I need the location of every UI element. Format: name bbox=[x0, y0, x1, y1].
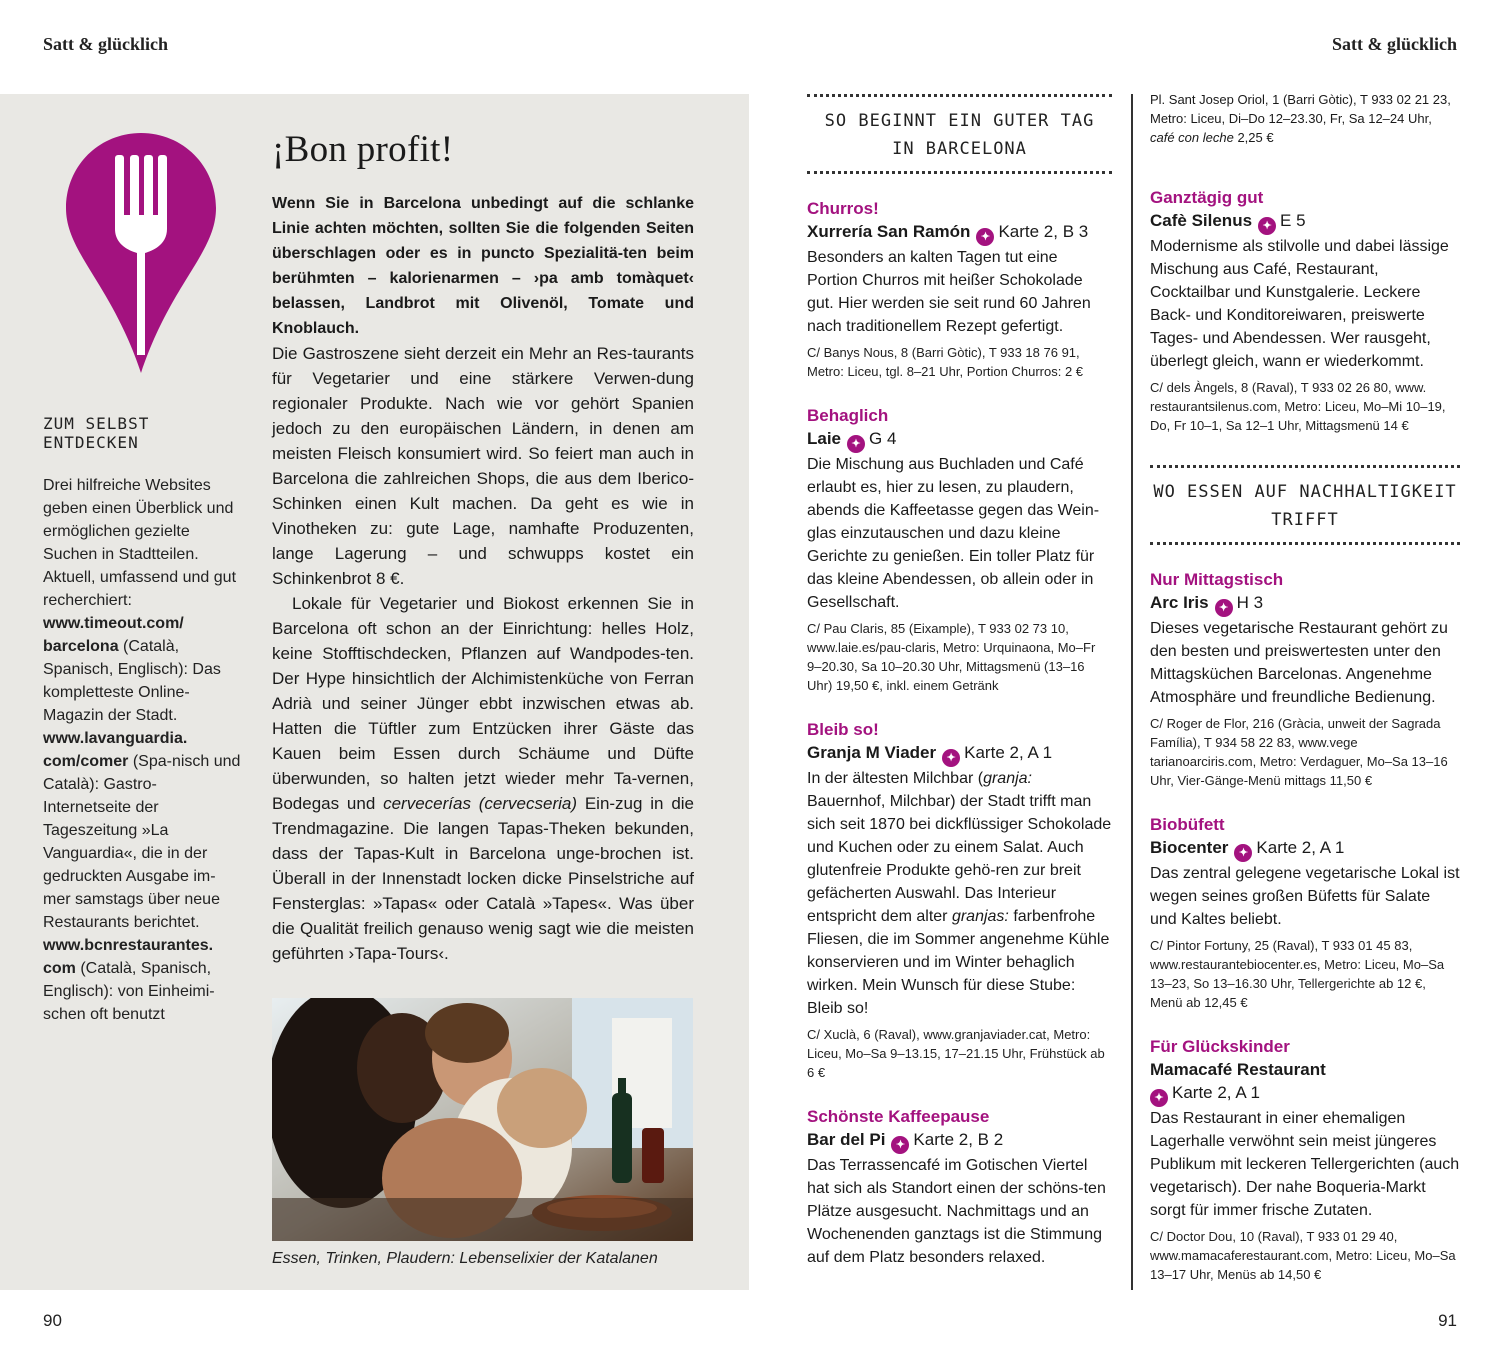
map-reference: Karte 2, A 1 bbox=[964, 743, 1053, 762]
running-head-left: Satt & glücklich bbox=[43, 34, 169, 54]
article-paragraph-2: Lokale für Vegetarier und Biokost erkennen Sie in Barcelona oft schon an der Einrichtung: helles Holz, keine Stofftischdecken, Pflanzen auf Wandpodes-ten. Der Hype hinsichtlich der Alchimistenküche von Ferran Adrià und seiner Jünger ebbt inzwischen etwas ab. Hatten die Tüftler zum Entzücken ihrer Gäste das Kauen beim Essen durch Schäume und Düfte überwunden, so halten jetzt wieder mehr Ta-vernen, Bodegas und cervecerías (cervecseria) Ein-zug in die Trendmagazine. Die langen Tapas-Theken bekunden, dass der Tapas-Kult in Barcelona unge-brochen ist. Überall in der Innenstadt locken dicke Pinselstriche auf Fensterglas: »Tapas« oder Català »Tapes«. Was über die Qualität freilich genauso wenig sagt wie die meisten geführten ›Tapa-Tours‹. bbox=[272, 594, 695, 963]
column-breakfast bbox=[807, 94, 1112, 1269]
fork-knife-icon: ✦ bbox=[976, 228, 994, 246]
box-heading-line-1: SO BEGINNT EIN GUTER TAG bbox=[824, 111, 1095, 131]
map-reference: Karte 2, B 2 bbox=[913, 1130, 1004, 1149]
fork-knife-icon: ✦ bbox=[1234, 844, 1252, 862]
entry-info: C/ Pau Claris, 85 (Eixample), T 933 02 73 10, www.laie.es/pau-claris, Metro: Urquinaona, Mo–Fr 9–20.30, Sa 10–20.30 Uhr, Mittagsmenü (13–16 Uhr) 19,50 €, inkl. einem Getränk bbox=[807, 621, 1096, 693]
entry-name: Laie ✦ G 4 bbox=[807, 427, 1112, 453]
entry-description: In der ältesten Milchbar (granja: Bauernhof, Milchbar) der Stadt trifft man sich seit 1870 bei dickflüssiger Schokolade und Kuchen oder zu einem Salat. Auch glutenfreie Produkte gehö-ren zur breit gefächerten Auswahl. Das Interieur entspricht dem alter granjas: farbenfrohe Fliesen, die im Sommer angenehme Kühle konservieren und im Winter behaglich wirken. Mein Wunsch für diese Stube: Bleib so! bbox=[807, 770, 1112, 1017]
entry-name: Xurrería San Ramón ✦ Karte 2, B 3 bbox=[807, 220, 1112, 246]
entry-name: Granja M Viader ✦ Karte 2, A 1 bbox=[807, 741, 1112, 767]
fork-knife-icon: ✦ bbox=[1215, 599, 1233, 617]
entry-description: Das zentral gelegene vegetarische Lokal ist wegen seines großen Büfetts für Salate und Kaltes beliebt. bbox=[1150, 865, 1460, 928]
page-number-right: 91 bbox=[1438, 1311, 1457, 1330]
fork-knife-icon: ✦ bbox=[891, 1136, 909, 1154]
entry-kicker: Biobüfett bbox=[1150, 815, 1225, 834]
entry-kicker: Für Glückskinder bbox=[1150, 1037, 1290, 1056]
column-divider bbox=[1131, 94, 1133, 1290]
entry-kicker: Schönste Kaffeepause bbox=[807, 1107, 990, 1126]
box-heading-line-2: IN BARCELONA bbox=[892, 139, 1027, 159]
listing-entry bbox=[1150, 814, 1460, 1012]
listing-entry bbox=[807, 198, 1112, 381]
entry-description: Die Mischung aus Buchladen und Café erlaubt es, hier zu lesen, zu plaudern, abends die Kaffeetasse gegen das Wein-glas einzutauschen und dazu kleine Gerichte zu genießen. Ein toller Platz für das kleine Abendessen, ob allein oder in Gesellschaft. bbox=[807, 456, 1100, 611]
entry-description: Das Terrassencafé im Gotischen Viertel hat sich als Standort einen der schöns-ten Plätze ausgesucht. Nachmittags und an Wochenenden ganztags ist die Stimmung auf dem Platz besonders relaxed. bbox=[807, 1157, 1106, 1266]
entry-info: C/ Roger de Flor, 216 (Gràcia, unweit der Sagrada Família), T 934 58 22 83, www.vege tarianoarciris.com, Metro: Verdaguer, Mo–Sa 13–16 Uhr, Vier-Gänge-Menü mittags 11,50 € bbox=[1150, 716, 1448, 788]
map-reference: G 4 bbox=[869, 429, 897, 448]
entry-info: C/ Xuclà, 6 (Raval), www.granjaviader.cat, Metro: Liceu, Mo–Sa 9–13.15, 17–21.15 Uhr, Frühstück ab 6 € bbox=[807, 1027, 1105, 1080]
page-number-left: 90 bbox=[43, 1311, 62, 1330]
article-title: ¡Bon profit! bbox=[272, 129, 454, 170]
box-heading-breakfast bbox=[807, 94, 1112, 174]
box-heading-sustainable bbox=[1150, 465, 1460, 545]
fork-knife-icon: ✦ bbox=[847, 435, 865, 453]
map-reference: Karte 2, A 1 bbox=[1172, 1083, 1260, 1102]
entry-info: C/ Pintor Fortuny, 25 (Raval), T 933 01 45 83, www.restaurantebiocenter.es, Metro: Liceu, Mo–Sa 13–23, So 13–16.30 Uhr, Tellergerichte ab 12 €, Menü ab 12,45 € bbox=[1150, 938, 1445, 1010]
continued-info: Pl. Sant Josep Oriol, 1 (Barri Gòtic), T 933 02 21 23, Metro: Liceu, Di–Do 12–23.30, Fr, Sa 12–24 Uhr, café con leche 2,25 € bbox=[1150, 92, 1451, 145]
entry-name: Mamacafé Restaurant bbox=[1150, 1060, 1326, 1079]
running-head-right: Satt & glücklich bbox=[1331, 34, 1457, 54]
photo-people-eating bbox=[272, 998, 693, 1241]
sidebar-box bbox=[43, 414, 243, 1026]
box-heading-line-2: TRIFFT bbox=[1271, 510, 1339, 530]
entry-name: Biocenter ✦ Karte 2, A 1 bbox=[1150, 836, 1460, 862]
listing-entry bbox=[807, 405, 1112, 695]
fork-knife-icon: ✦ bbox=[1150, 1089, 1168, 1107]
listing-entry bbox=[1150, 569, 1460, 790]
listing-entry bbox=[807, 719, 1112, 1082]
box-heading-line-1: WO ESSEN AUF NACHHALTIGKEIT bbox=[1153, 482, 1457, 502]
fork-pin-icon bbox=[66, 133, 216, 373]
entry-info: C/ Doctor Dou, 10 (Raval), T 933 01 29 40, www.mamacaferestaurant.com, Metro: Liceu, Mo–Sa 13–17 Uhr, Menüs ab 14,50 € bbox=[1150, 1229, 1456, 1282]
entry-name: Cafè Silenus ✦ E 5 bbox=[1150, 209, 1460, 235]
entry-info: C/ dels Àngels, 8 (Raval), T 933 02 26 80, www. restaurantsilenus.com, Metro: Liceu, Mo–Mi 10–19, Do, Fr 10–1, Sa 12–1 Uhr, Mittagsmenü 14 € bbox=[1150, 380, 1446, 433]
entry-kicker: Ganztägig gut bbox=[1150, 188, 1264, 207]
fork-knife-icon: ✦ bbox=[942, 749, 960, 767]
entry-description: Das Restaurant in einer ehemaligen Lagerhalle verwöhnt sein meist jüngeres Publikum mit leckeren Tellergerichten (auch vegetarisch). Der nahe Boqueria-Markt sorgt für immer frische Zutaten. bbox=[1150, 1110, 1460, 1219]
map-reference: Karte 2, A 1 bbox=[1256, 838, 1345, 857]
entry-map-line bbox=[1150, 1081, 1460, 1107]
entry-description: Modernisme als stilvolle und dabei lässige Mischung aus Café, Restaurant, Cocktailbar und Kunstgalerie. Leckere Back- und Konditoreiwaren, preiswerte Tages- und Abendessen. Wer rausgeht, überlegt gleich, wann er wiederkommt. bbox=[1150, 238, 1449, 370]
entry-kicker: Behaglich bbox=[807, 406, 889, 425]
main-article bbox=[272, 128, 694, 966]
photo-caption: Essen, Trinken, Plaudern: Lebenselixier der Katalanen bbox=[272, 1250, 658, 1267]
sidebar-link-bcnrestaurantes: www.bcnrestaurantes. com bbox=[43, 937, 214, 977]
entry-kicker: Churros! bbox=[807, 199, 879, 218]
entry-name: Bar del Pi ✦ Karte 2, B 2 bbox=[807, 1128, 1112, 1154]
entry-description: Dieses vegetarische Restaurant gehört zu den besten und preiswertesten unter den Mittagsküchen Barcelonas. Angenehme Atmosphäre und freundliche Bedienung. bbox=[1150, 620, 1448, 706]
map-reference: E 5 bbox=[1280, 211, 1306, 230]
listing-entry bbox=[1150, 1036, 1460, 1284]
entry-name: Arc Iris ✦ H 3 bbox=[1150, 591, 1460, 617]
listing-entry bbox=[1150, 187, 1460, 435]
map-reference: H 3 bbox=[1236, 593, 1264, 612]
entry-kicker: Bleib so! bbox=[807, 720, 879, 739]
article-lead: Wenn Sie in Barcelona unbedingt auf die schlanke Linie achten möchten, sollten Sie die folgenden Seiten überschlagen oder es in puncto Spezialitä-ten beim berühmten – kalorienarmen – ›pa amb tomàquet‹ belassen, Landbrot mit Olivenöl, Tomate und Knoblauch. bbox=[272, 195, 694, 337]
entry-description: Besonders an kalten Tagen tut eine Portion Churros mit heißer Schokolade gut. Hier werden sie seit rund 60 Jahren nach traditionellem Rezept gefertigt. bbox=[807, 249, 1091, 335]
entry-kicker: Nur Mittagstisch bbox=[1150, 570, 1284, 589]
entry-info: C/ Banys Nous, 8 (Barri Gòtic), T 933 18 76 91, Metro: Liceu, tgl. 8–21 Uhr, Portion Churros: 2 € bbox=[807, 345, 1084, 379]
listing-entry bbox=[807, 1106, 1112, 1269]
map-reference: Karte 2, B 3 bbox=[998, 222, 1089, 241]
fork-knife-icon: ✦ bbox=[1258, 217, 1276, 235]
sidebar-text: Drei hilfreiche Websites geben einen Überblick und ermöglichen gezielte Suchen in Stadtteilen. Aktuell, umfassend und gut recherchiert: www.timeout.com/ barcelona (Català, Spanisch, Englisch): Das kompletteste Online-Magazin der Stadt. www.lavanguardia. com/comer (Spa-nisch und Català): Gastro-Internetseite der Tageszeitung »La Vanguardia«, die in der gedruckten Ausgabe im-mer samstags über neue Restaurants berichtet. www.bcnrestaurantes. com (Català, Spanisch, Englisch): von Einheimi-schen oft benutzt bbox=[43, 477, 241, 1023]
column-sustainable bbox=[1150, 90, 1460, 1284]
sidebar-link-timeout: www.timeout.com/ barcelona bbox=[43, 615, 184, 655]
sidebar-link-lavanguardia: www.lavanguardia. com/comer bbox=[43, 730, 188, 770]
sidebar-heading: ZUM SELBST ENTDECKEN bbox=[43, 414, 150, 452]
article-paragraph-1: Die Gastroszene sieht derzeit ein Mehr an Res-taurants für Vegetarier und eine stärkere Verwen-dung regionaler Produkte. Nach wie vor gehört Spanien jedoch zu den europäischen Ländern, in denen am meisten Fleisch konsumiert wird. So feiert man auch in Barcelona die zahlreichen Shops, die aus dem Iberico-Schinken einen Kult machen. Da geht es wie in Vinotheken zu: gute Lage, namhafte Produzenten, lange Lagerung – und schwupps kostet ein Schinkenbrot 8 €. bbox=[272, 344, 694, 588]
